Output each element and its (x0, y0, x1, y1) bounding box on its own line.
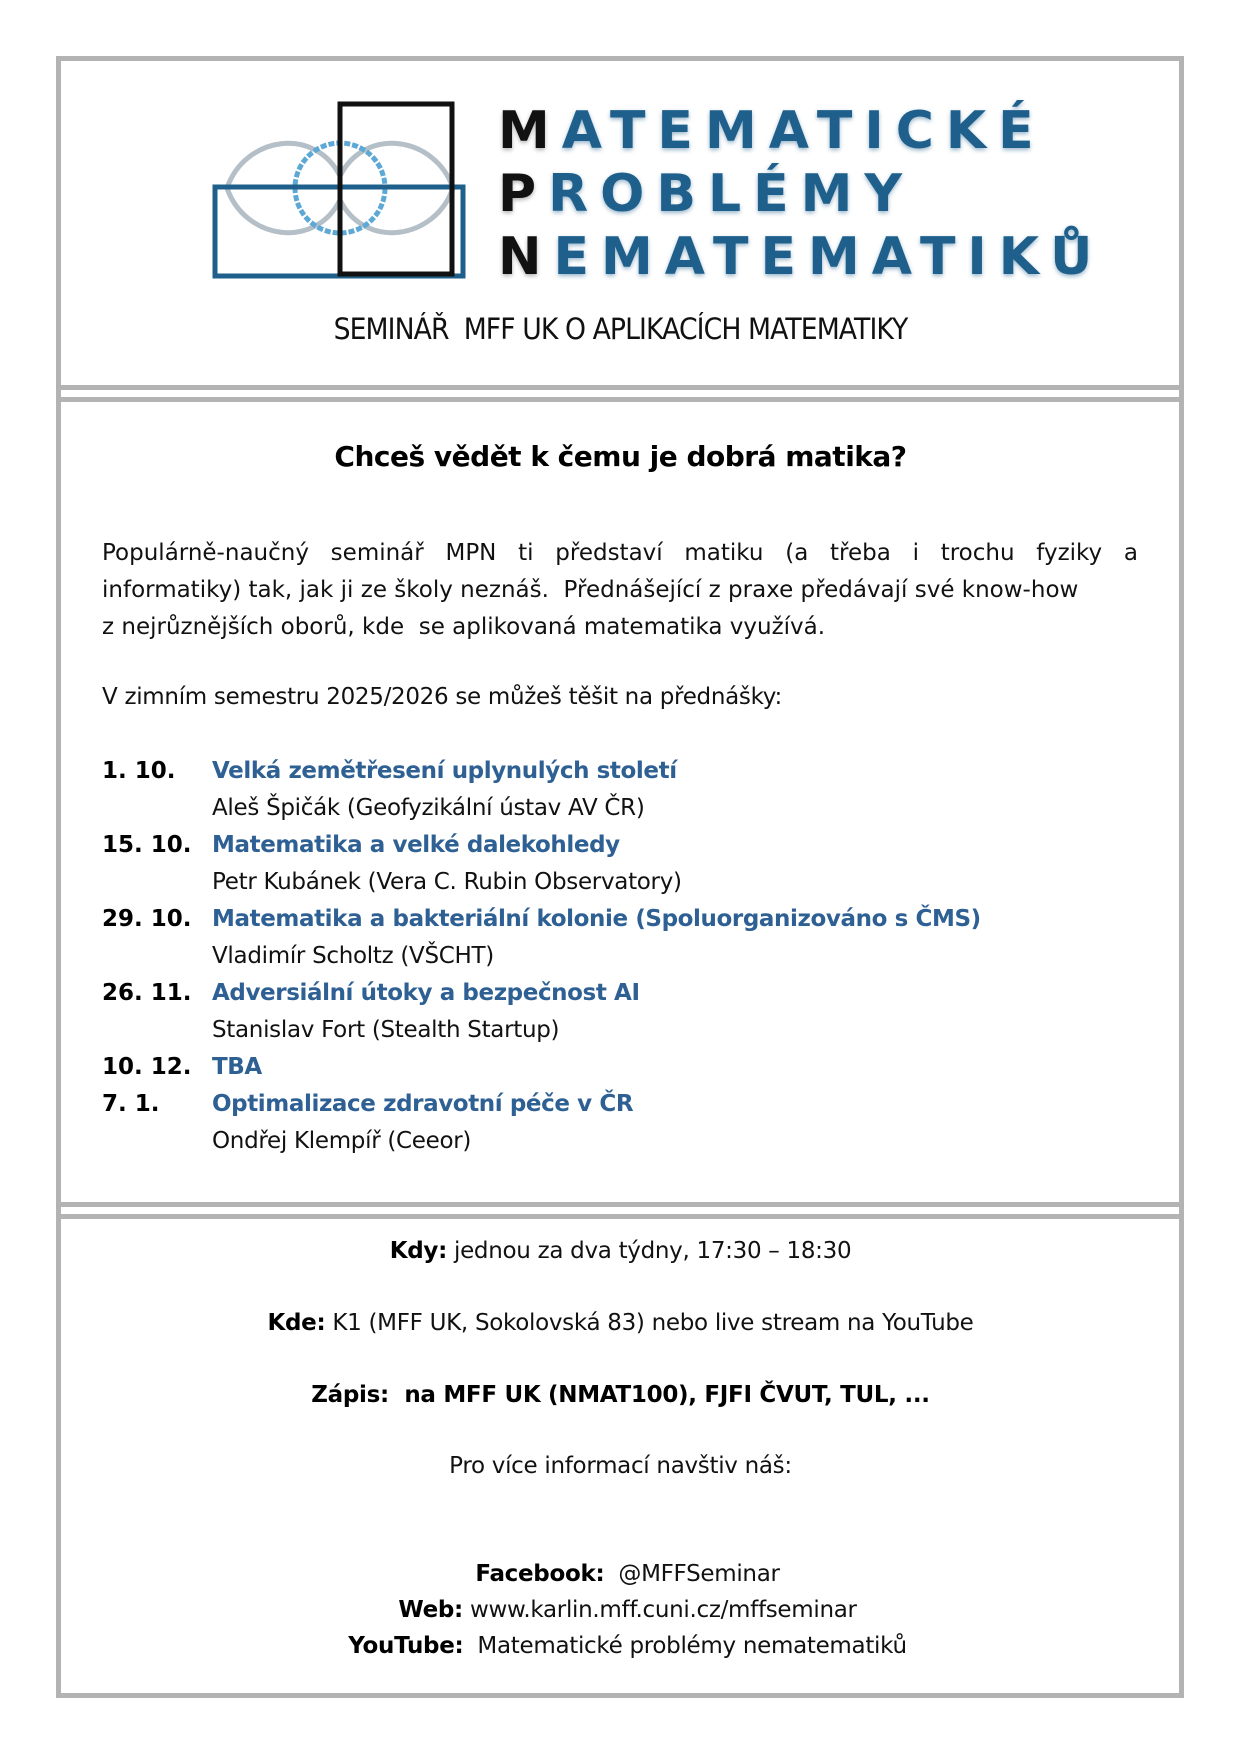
seminar-subtitle: SEMINÁŘ MFF UK O APLIKACÍCH MATEMATIKY (333, 312, 908, 346)
lecture-date: 7. 1. (102, 1090, 160, 1117)
lecture-speaker: Petr Kubánek (Vera C. Rubin Observatory) (212, 868, 682, 895)
intro-paragraph (102, 535, 1138, 646)
schedule-item (102, 1048, 981, 1085)
schedule-item (102, 900, 981, 974)
lecture-speaker: Stanislav Fort (Stealth Startup) (212, 1016, 560, 1043)
lecture-schedule (102, 752, 981, 1159)
where-value: K1 (MFF UK, Sokolovská 83) nebo live stream na YouTube (325, 1310, 974, 1336)
enrollment-line: Zápis: na MFF UK (NMAT100), FJFI ČVUT, TUL, ... (311, 1382, 930, 1408)
when-line (0, 1238, 1241, 1264)
web-label: Web: (398, 1597, 463, 1623)
schedule-item (102, 826, 981, 900)
lecture-date: 26. 11. (102, 979, 192, 1006)
when-label: Kdy: (389, 1238, 447, 1264)
facebook-label: Facebook: (475, 1561, 605, 1587)
semester-intro: V zimním semestru 2025/2026 se můžeš těšit na přednášky: (102, 684, 782, 710)
lecture-title: TBA (212, 1053, 262, 1080)
intro-line: informatiky) tak, jak ji ze školy neznáš. Přednášející z praxe předávají své know-how (102, 577, 1079, 603)
lecture-title: Matematika a velké dalekohledy (212, 831, 620, 858)
mpn-logo-icon (205, 96, 475, 286)
intro-line: Populárně-naučný seminář MPN ti představí matiku (a třeba i trochu fyziky a (102, 540, 1138, 566)
more-info-line: Pro více informací navštiv náš: (449, 1453, 792, 1479)
logo-line-3 (498, 226, 1104, 289)
section-divider-bottom-2 (56, 1214, 1184, 1219)
headline-question: Chceš vědět k čemu je dobrá matika? (334, 440, 907, 473)
logo-word: EMATEMATIKŮ (553, 227, 1105, 287)
lecture-speaker: Vladimír Scholtz (VŠCHT) (212, 942, 494, 969)
where-line (0, 1310, 1241, 1336)
lecture-date: 10. 12. (102, 1053, 192, 1080)
lecture-title: Velká zemětřesení uplynulých století (212, 757, 677, 784)
web-link[interactable]: www.karlin.mff.cuni.cz/mffseminar (462, 1597, 857, 1623)
lecture-date: 29. 10. (102, 905, 192, 932)
youtube-label: YouTube: (348, 1633, 464, 1659)
lecture-speaker: Ondřej Klempíř (Ceeor) (212, 1127, 472, 1154)
where-label: Kde: (267, 1310, 326, 1336)
lecture-date: 15. 10. (102, 831, 192, 858)
schedule-item (102, 752, 981, 826)
logo-line-2 (498, 163, 1104, 226)
logo-word: ATEMATICKÉ (561, 101, 1046, 161)
when-value: jednou za dva týdny, 17:30 – 18:30 (446, 1238, 852, 1264)
lecture-title: Matematika a bakteriální kolonie (Spoluorganizováno s ČMS) (212, 905, 981, 932)
logo-initial: P (498, 164, 549, 224)
logo-line-1 (498, 100, 1104, 163)
lecture-title: Optimalizace zdravotní péče v ČR (212, 1090, 634, 1117)
logo-word: ROBLÉMY (548, 164, 915, 224)
schedule-item (102, 1085, 981, 1159)
logo-initial: M (498, 101, 562, 161)
intro-line: z nejrůznějších oborů, kde se aplikovaná matematika využívá. (102, 614, 826, 640)
logo-wordmark (498, 100, 1104, 289)
facebook-link[interactable]: @MFFSeminar (604, 1561, 780, 1587)
youtube-line (0, 1607, 1241, 1659)
section-divider-top-2 (56, 397, 1184, 402)
lecture-speaker: Aleš Špičák (Geofyzikální ústav AV ČR) (212, 794, 645, 821)
schedule-item (102, 974, 981, 1048)
logo-initial: N (498, 227, 554, 287)
youtube-link[interactable]: Matematické problémy nematematiků (463, 1633, 907, 1659)
section-divider-top-1 (56, 385, 1184, 390)
section-divider-bottom-1 (56, 1202, 1184, 1207)
lecture-title: Adversiální útoky a bezpečnost AI (212, 979, 640, 1006)
lecture-date: 1. 10. (102, 757, 176, 784)
